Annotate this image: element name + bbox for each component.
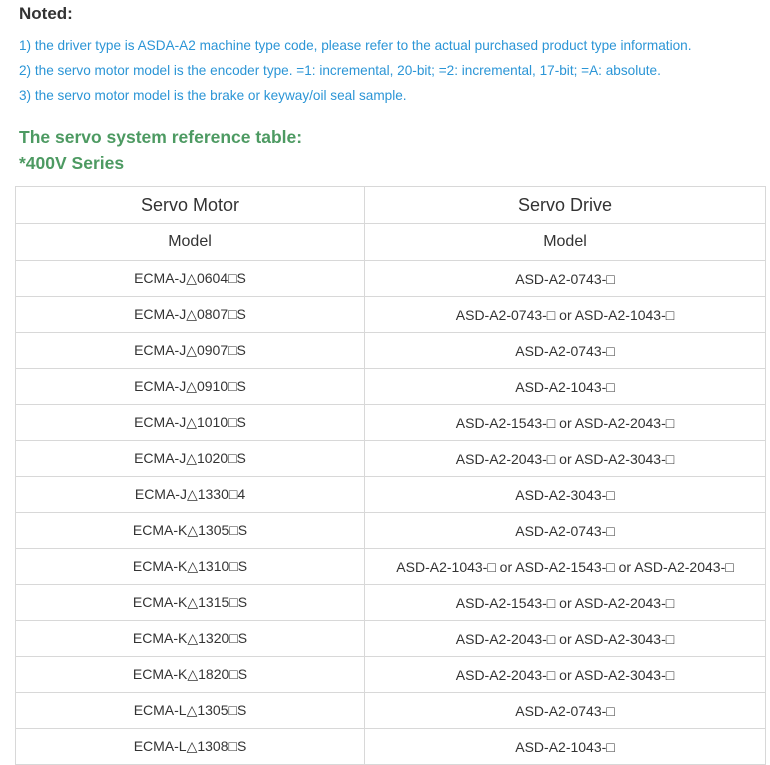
motor-model-cell: ECMA-K△1820□S bbox=[16, 657, 365, 693]
drive-model-cell: ASD-A2-1043-□ or ASD-A2-1543-□ or ASD-A2-2043-□ bbox=[365, 549, 766, 585]
motor-model-cell: ECMA-L△1305□S bbox=[16, 693, 365, 729]
note-item: 1) the driver type is ASDA-A2 machine type code, please refer to the actual purchased product type information. bbox=[19, 38, 692, 53]
table-row bbox=[16, 621, 766, 657]
motor-model-cell: ECMA-J△0807□S bbox=[16, 297, 365, 333]
drive-model-cell: ASD-A2-0743-□ bbox=[365, 261, 766, 297]
motor-model-cell: ECMA-K△1320□S bbox=[16, 621, 365, 657]
table-row bbox=[16, 585, 766, 621]
table-title: The servo system reference table: bbox=[19, 127, 303, 147]
motor-model-cell: ECMA-J△1330□4 bbox=[16, 477, 365, 513]
drive-model-cell: ASD-A2-1543-□ or ASD-A2-2043-□ bbox=[365, 585, 766, 621]
noted-heading: Noted: bbox=[19, 4, 73, 23]
motor-model-cell: ECMA-J△1020□S bbox=[16, 441, 365, 477]
article-content bbox=[0, 0, 770, 176]
drive-model-cell: ASD-A2-2043-□ or ASD-A2-3043-□ bbox=[365, 657, 766, 693]
drive-model-cell: ASD-A2-2043-□ or ASD-A2-3043-□ bbox=[365, 621, 766, 657]
drive-model-cell: ASD-A2-0743-□ bbox=[365, 513, 766, 549]
notes-list bbox=[19, 33, 770, 108]
table-row bbox=[16, 369, 766, 405]
motor-model-cell: ECMA-L△1308□S bbox=[16, 729, 365, 765]
drive-model-cell: ASD-A2-1043-□ bbox=[365, 729, 766, 765]
table-row bbox=[16, 657, 766, 693]
table-row bbox=[16, 333, 766, 369]
table-row bbox=[16, 513, 766, 549]
table-row bbox=[16, 477, 766, 513]
drive-model-cell: ASD-A2-0743-□ bbox=[365, 693, 766, 729]
table-row bbox=[16, 405, 766, 441]
table-subheader-row bbox=[16, 224, 766, 261]
motor-model-cell: ECMA-K△1315□S bbox=[16, 585, 365, 621]
table-row bbox=[16, 441, 766, 477]
motor-model-cell: ECMA-K△1310□S bbox=[16, 549, 365, 585]
motor-model-cell: ECMA-K△1305□S bbox=[16, 513, 365, 549]
header-servo-motor: Servo Motor bbox=[16, 187, 365, 224]
motor-model-cell: ECMA-J△1010□S bbox=[16, 405, 365, 441]
subheader-drive-model: Model bbox=[365, 224, 766, 261]
subheader-motor-model: Model bbox=[16, 224, 365, 261]
drive-model-cell: ASD-A2-0743-□ bbox=[365, 333, 766, 369]
table-header-row bbox=[16, 187, 766, 224]
motor-model-cell: ECMA-J△0604□S bbox=[16, 261, 365, 297]
header-servo-drive: Servo Drive bbox=[365, 187, 766, 224]
table-row bbox=[16, 549, 766, 585]
servo-reference-table bbox=[15, 186, 766, 765]
drive-model-cell: ASD-A2-0743-□ or ASD-A2-1043-□ bbox=[365, 297, 766, 333]
drive-model-cell: ASD-A2-1543-□ or ASD-A2-2043-□ bbox=[365, 405, 766, 441]
table-row bbox=[16, 297, 766, 333]
drive-model-cell: ASD-A2-1043-□ bbox=[365, 369, 766, 405]
table-row bbox=[16, 729, 766, 765]
note-item: 3) the servo motor model is the brake or keyway/oil seal sample. bbox=[19, 88, 407, 103]
drive-model-cell: ASD-A2-2043-□ or ASD-A2-3043-□ bbox=[365, 441, 766, 477]
motor-model-cell: ECMA-J△0910□S bbox=[16, 369, 365, 405]
motor-model-cell: ECMA-J△0907□S bbox=[16, 333, 365, 369]
drive-model-cell: ASD-A2-3043-□ bbox=[365, 477, 766, 513]
table-body bbox=[16, 261, 766, 765]
table-row bbox=[16, 693, 766, 729]
series-title: *400V Series bbox=[19, 153, 125, 173]
note-item: 2) the servo motor model is the encoder type. =1: incremental, 20-bit; =2: incremental, 17-bit; =A: absolute. bbox=[19, 63, 661, 78]
table-row bbox=[16, 261, 766, 297]
